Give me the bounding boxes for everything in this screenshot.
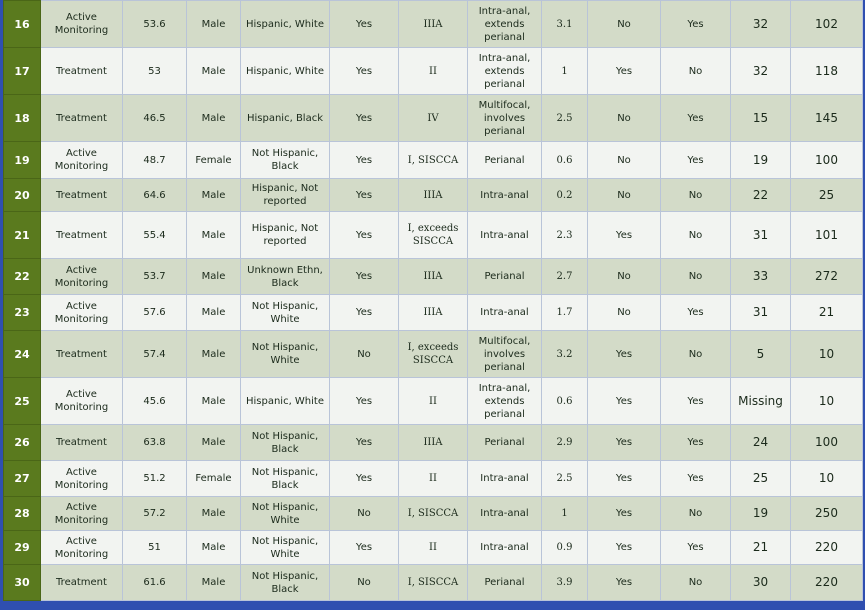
col12-cell: 5 <box>731 331 791 378</box>
col13-cell: 10 <box>791 461 863 497</box>
col10-cell: No <box>588 259 661 295</box>
col12-cell: 22 <box>731 179 791 212</box>
col10-cell: No <box>588 1 661 48</box>
col12-cell: 15 <box>731 95 791 142</box>
location-cell: Intra-anal <box>468 212 542 259</box>
size-cell: 1 <box>542 48 588 95</box>
table-row <box>4 1 863 48</box>
age-cell: 51.2 <box>123 461 187 497</box>
ethnicity-cell: Hispanic, Not reported <box>241 212 330 259</box>
patient-table-frame <box>3 0 862 607</box>
col13-cell: 10 <box>791 331 863 378</box>
stage-cell: IIIA <box>399 259 468 295</box>
col13-cell: 21 <box>791 295 863 331</box>
row-number: 29 <box>4 531 41 565</box>
ethnicity-cell: Not Hispanic, White <box>241 497 330 531</box>
ethnicity-cell: Not Hispanic, Black <box>241 565 330 601</box>
age-cell: 63.8 <box>123 425 187 461</box>
sex-cell: Male <box>187 212 241 259</box>
col11-cell: No <box>661 259 731 295</box>
stage-cell: I, exceeds SISCCA <box>399 212 468 259</box>
col12-cell: 31 <box>731 295 791 331</box>
table-row <box>4 142 863 179</box>
col13-cell: 100 <box>791 142 863 179</box>
group-cell: Active Monitoring <box>41 142 123 179</box>
stage-cell: IIIA <box>399 1 468 48</box>
col10-cell: Yes <box>588 531 661 565</box>
col13-cell: 100 <box>791 425 863 461</box>
location-cell: Intra-anal, extends perianal <box>468 378 542 425</box>
size-cell: 0.2 <box>542 179 588 212</box>
stage-cell: IIIA <box>399 295 468 331</box>
col11-cell: No <box>661 497 731 531</box>
row-number: 24 <box>4 331 41 378</box>
ethnicity-cell: Hispanic, Black <box>241 95 330 142</box>
group-cell: Active Monitoring <box>41 378 123 425</box>
table-row <box>4 378 863 425</box>
size-cell: 0.6 <box>542 378 588 425</box>
col5-cell: Yes <box>330 142 399 179</box>
location-cell: Intra-anal, extends perianal <box>468 1 542 48</box>
table-row <box>4 331 863 378</box>
col13-cell: 272 <box>791 259 863 295</box>
col11-cell: Yes <box>661 95 731 142</box>
ethnicity-cell: Not Hispanic, White <box>241 331 330 378</box>
age-cell: 51 <box>123 531 187 565</box>
stage-cell: II <box>399 48 468 95</box>
col11-cell: Yes <box>661 531 731 565</box>
stage-cell: II <box>399 531 468 565</box>
location-cell: Intra-anal <box>468 531 542 565</box>
location-cell: Intra-anal <box>468 295 542 331</box>
col12-cell: 32 <box>731 48 791 95</box>
group-cell: Treatment <box>41 179 123 212</box>
col13-cell: 220 <box>791 565 863 601</box>
col11-cell: No <box>661 331 731 378</box>
col5-cell: Yes <box>330 425 399 461</box>
group-cell: Active Monitoring <box>41 531 123 565</box>
location-cell: Intra-anal, extends perianal <box>468 48 542 95</box>
col10-cell: No <box>588 142 661 179</box>
table-row <box>4 497 863 531</box>
age-cell: 61.6 <box>123 565 187 601</box>
col13-cell: 250 <box>791 497 863 531</box>
location-cell: Perianal <box>468 142 542 179</box>
col12-cell: 25 <box>731 461 791 497</box>
sex-cell: Male <box>187 331 241 378</box>
col11-cell: Yes <box>661 1 731 48</box>
col10-cell: Yes <box>588 461 661 497</box>
stage-cell: IIIA <box>399 179 468 212</box>
col13-cell: 102 <box>791 1 863 48</box>
col5-cell: Yes <box>330 1 399 48</box>
col5-cell: Yes <box>330 259 399 295</box>
table-row <box>4 461 863 497</box>
table-row <box>4 565 863 601</box>
age-cell: 53.7 <box>123 259 187 295</box>
group-cell: Treatment <box>41 95 123 142</box>
age-cell: 45.6 <box>123 378 187 425</box>
col13-cell: 10 <box>791 378 863 425</box>
col11-cell: Yes <box>661 461 731 497</box>
col12-cell: 19 <box>731 497 791 531</box>
size-cell: 1 <box>542 497 588 531</box>
group-cell: Treatment <box>41 48 123 95</box>
col12-cell: 32 <box>731 1 791 48</box>
ethnicity-cell: Hispanic, White <box>241 48 330 95</box>
ethnicity-cell: Not Hispanic, Black <box>241 461 330 497</box>
sex-cell: Male <box>187 48 241 95</box>
sex-cell: Male <box>187 1 241 48</box>
table-row <box>4 531 863 565</box>
group-cell: Active Monitoring <box>41 461 123 497</box>
ethnicity-cell: Hispanic, White <box>241 378 330 425</box>
group-cell: Active Monitoring <box>41 1 123 48</box>
row-number: 27 <box>4 461 41 497</box>
col5-cell: No <box>330 331 399 378</box>
col11-cell: No <box>661 179 731 212</box>
size-cell: 2.3 <box>542 212 588 259</box>
col5-cell: No <box>330 565 399 601</box>
table-row <box>4 259 863 295</box>
col12-cell: 31 <box>731 212 791 259</box>
sex-cell: Male <box>187 378 241 425</box>
col10-cell: Yes <box>588 497 661 531</box>
stage-cell: I, SISCCA <box>399 497 468 531</box>
size-cell: 3.9 <box>542 565 588 601</box>
col10-cell: Yes <box>588 331 661 378</box>
location-cell: Intra-anal <box>468 179 542 212</box>
col5-cell: Yes <box>330 48 399 95</box>
stage-cell: IIIA <box>399 425 468 461</box>
age-cell: 57.4 <box>123 331 187 378</box>
col11-cell: No <box>661 212 731 259</box>
age-cell: 55.4 <box>123 212 187 259</box>
row-number: 19 <box>4 142 41 179</box>
row-number: 20 <box>4 179 41 212</box>
col13-cell: 118 <box>791 48 863 95</box>
sex-cell: Male <box>187 259 241 295</box>
col10-cell: Yes <box>588 48 661 95</box>
size-cell: 2.5 <box>542 461 588 497</box>
size-cell: 1.7 <box>542 295 588 331</box>
table-row <box>4 95 863 142</box>
col5-cell: Yes <box>330 531 399 565</box>
size-cell: 0.6 <box>542 142 588 179</box>
group-cell: Active Monitoring <box>41 295 123 331</box>
col5-cell: No <box>330 497 399 531</box>
age-cell: 57.2 <box>123 497 187 531</box>
table-row <box>4 295 863 331</box>
size-cell: 2.7 <box>542 259 588 295</box>
table-row <box>4 425 863 461</box>
col10-cell: Yes <box>588 378 661 425</box>
location-cell: Intra-anal <box>468 461 542 497</box>
sex-cell: Male <box>187 531 241 565</box>
sex-cell: Female <box>187 461 241 497</box>
sex-cell: Male <box>187 179 241 212</box>
col11-cell: Yes <box>661 425 731 461</box>
row-number: 21 <box>4 212 41 259</box>
ethnicity-cell: Not Hispanic, White <box>241 295 330 331</box>
col5-cell: Yes <box>330 212 399 259</box>
location-cell: Perianal <box>468 425 542 461</box>
sex-cell: Male <box>187 565 241 601</box>
size-cell: 2.5 <box>542 95 588 142</box>
age-cell: 53.6 <box>123 1 187 48</box>
col10-cell: No <box>588 295 661 331</box>
col11-cell: No <box>661 565 731 601</box>
group-cell: Treatment <box>41 425 123 461</box>
col11-cell: Yes <box>661 295 731 331</box>
stage-cell: II <box>399 461 468 497</box>
col10-cell: No <box>588 95 661 142</box>
stage-cell: I, exceeds SISCCA <box>399 331 468 378</box>
col13-cell: 220 <box>791 531 863 565</box>
group-cell: Treatment <box>41 565 123 601</box>
col11-cell: No <box>661 48 731 95</box>
stage-cell: II <box>399 378 468 425</box>
row-number: 22 <box>4 259 41 295</box>
row-number: 30 <box>4 565 41 601</box>
col12-cell: 24 <box>731 425 791 461</box>
size-cell: 0.9 <box>542 531 588 565</box>
group-cell: Treatment <box>41 212 123 259</box>
row-number: 28 <box>4 497 41 531</box>
sex-cell: Female <box>187 142 241 179</box>
table-row <box>4 48 863 95</box>
location-cell: Intra-anal <box>468 497 542 531</box>
stage-cell: I, SISCCA <box>399 142 468 179</box>
location-cell: Multifocal, involves perianal <box>468 95 542 142</box>
ethnicity-cell: Hispanic, Not reported <box>241 179 330 212</box>
age-cell: 48.7 <box>123 142 187 179</box>
col10-cell: No <box>588 179 661 212</box>
row-number: 26 <box>4 425 41 461</box>
age-cell: 64.6 <box>123 179 187 212</box>
col13-cell: 101 <box>791 212 863 259</box>
col10-cell: Yes <box>588 565 661 601</box>
col5-cell: Yes <box>330 295 399 331</box>
ethnicity-cell: Unknown Ethn, Black <box>241 259 330 295</box>
row-number: 16 <box>4 1 41 48</box>
col13-cell: 145 <box>791 95 863 142</box>
age-cell: 53 <box>123 48 187 95</box>
col12-cell: 21 <box>731 531 791 565</box>
row-number: 17 <box>4 48 41 95</box>
group-cell: Treatment <box>41 331 123 378</box>
row-number: 23 <box>4 295 41 331</box>
location-cell: Perianal <box>468 259 542 295</box>
size-cell: 2.9 <box>542 425 588 461</box>
stage-cell: IV <box>399 95 468 142</box>
ethnicity-cell: Hispanic, White <box>241 1 330 48</box>
row-number: 18 <box>4 95 41 142</box>
row-number: 25 <box>4 378 41 425</box>
col10-cell: Yes <box>588 212 661 259</box>
col12-cell: Missing <box>731 378 791 425</box>
sex-cell: Male <box>187 497 241 531</box>
col10-cell: Yes <box>588 425 661 461</box>
group-cell: Active Monitoring <box>41 497 123 531</box>
stage-cell: I, SISCCA <box>399 565 468 601</box>
col12-cell: 33 <box>731 259 791 295</box>
location-cell: Perianal <box>468 565 542 601</box>
age-cell: 46.5 <box>123 95 187 142</box>
sex-cell: Male <box>187 425 241 461</box>
sex-cell: Male <box>187 95 241 142</box>
size-cell: 3.1 <box>542 1 588 48</box>
age-cell: 57.6 <box>123 295 187 331</box>
location-cell: Multifocal, involves perianal <box>468 331 542 378</box>
ethnicity-cell: Not Hispanic, Black <box>241 142 330 179</box>
table-row <box>4 179 863 212</box>
size-cell: 3.2 <box>542 331 588 378</box>
table-row <box>4 212 863 259</box>
group-cell: Active Monitoring <box>41 259 123 295</box>
col13-cell: 25 <box>791 179 863 212</box>
col12-cell: 19 <box>731 142 791 179</box>
ethnicity-cell: Not Hispanic, Black <box>241 425 330 461</box>
col5-cell: Yes <box>330 95 399 142</box>
sex-cell: Male <box>187 295 241 331</box>
col5-cell: Yes <box>330 378 399 425</box>
col12-cell: 30 <box>731 565 791 601</box>
patient-table <box>3 0 863 601</box>
col11-cell: Yes <box>661 142 731 179</box>
col11-cell: Yes <box>661 378 731 425</box>
patient-table-body <box>4 1 863 601</box>
ethnicity-cell: Not Hispanic, White <box>241 531 330 565</box>
col5-cell: Yes <box>330 179 399 212</box>
col5-cell: Yes <box>330 461 399 497</box>
